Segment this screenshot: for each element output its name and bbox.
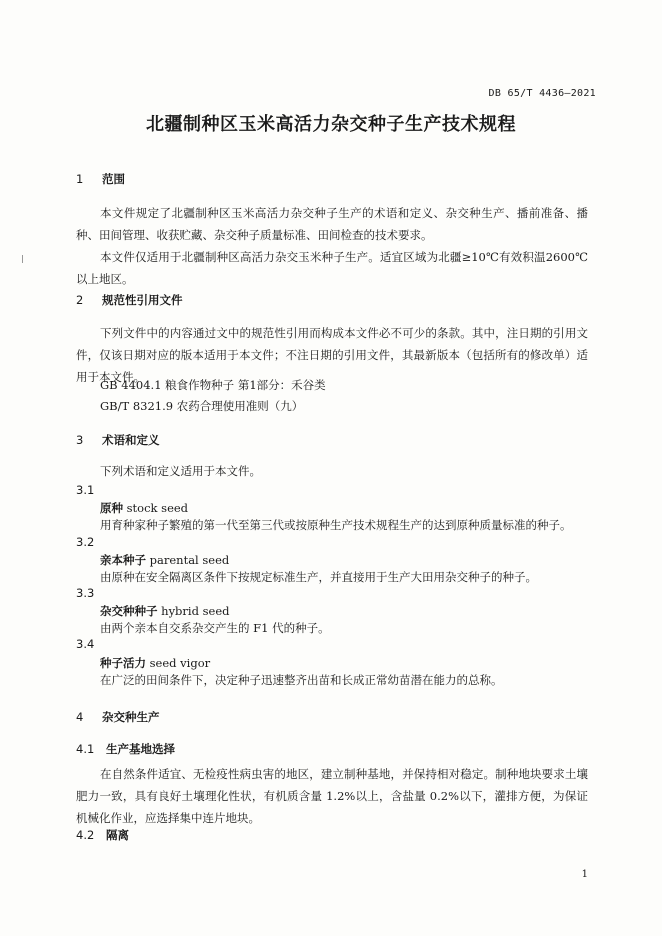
- term-english: hybrid seed: [161, 604, 230, 618]
- section-number: 2: [76, 293, 84, 307]
- term-definition: 用育种家种子繁殖的第一代至第三代或按原种生产技术规程生产的达到原种质量标准的种子。: [100, 518, 572, 532]
- scan-artifact: [22, 255, 23, 263]
- subsection-number: 4.2: [76, 828, 95, 842]
- term-english: stock seed: [126, 501, 189, 515]
- term-name: [100, 655, 210, 671]
- section-1-paragraph-2: 本文件仅适用于北疆制种区高活力杂交玉米种子生产。适宜区域为北疆≥10℃有效积温2600℃以上地区。: [76, 250, 588, 286]
- standard-code: DB 65/T 4436—2021: [488, 88, 596, 99]
- term-english: parental seed: [149, 553, 230, 567]
- section-2-heading: [76, 292, 183, 308]
- term-chinese: 种子活力: [100, 656, 146, 670]
- subsection-4-1-paragraph: 在自然条件适宜、无检疫性病虫害的地区，建立制种基地，并保持相对稳定。制种地块要求土壤肥力一致，具有良好土壤理化性状，有机质含量 1.2%以上，含盐量 0.2%以下，灌排方便，为保证机械化作业，应选择集中连片地块。: [76, 767, 588, 825]
- section-3-heading: [76, 432, 160, 448]
- subsection-4-2-heading: [76, 827, 129, 843]
- section-title: 术语和定义: [102, 433, 160, 447]
- term-chinese: 原种: [100, 501, 123, 515]
- term-definition: 由两个亲本自交系杂交产生的 F1 代的种子。: [100, 621, 330, 635]
- term-name: [100, 500, 188, 516]
- subsection-title: 隔离: [106, 828, 129, 842]
- term-number: 3.4: [76, 637, 95, 651]
- term-chinese: 亲本种子: [100, 553, 146, 567]
- section-title: 规范性引用文件: [102, 293, 183, 307]
- term-definition: 在广泛的田间条件下，决定种子迅速整齐出苗和长成正常幼苗潜在能力的总称。: [100, 673, 503, 687]
- subsection-number: 4.1: [76, 742, 95, 756]
- section-1-heading: [76, 171, 125, 187]
- section-number: 1: [76, 172, 84, 186]
- section-title: 范围: [102, 172, 125, 186]
- section-number: 4: [76, 710, 84, 724]
- term-number: 3.2: [76, 535, 95, 549]
- reference-gb-4404-1: GB 4404.1 粮食作物种子 第1部分：禾谷类: [100, 378, 326, 392]
- document-title: 北疆制种区玉米高活力杂交种子生产技术规程: [146, 114, 516, 135]
- term-name: [100, 603, 230, 619]
- section-title: 杂交种生产: [102, 710, 160, 724]
- term-number: 3.3: [76, 586, 95, 600]
- term-name: [100, 552, 229, 568]
- subsection-4-1-heading: [76, 741, 175, 757]
- section-number: 3: [76, 433, 84, 447]
- section-4-heading: [76, 709, 160, 725]
- section-1-paragraph-1: 本文件规定了北疆制种区玉米高活力杂交种子生产的术语和定义、杂交种生产、播前准备、播种、田间管理、收获贮藏、杂交种子质量标准、田间检查的技术要求。: [76, 206, 588, 242]
- term-english: seed vigor: [149, 656, 211, 670]
- term-chinese: 杂交种种子: [100, 604, 158, 618]
- page-number: 1: [581, 869, 588, 880]
- term-number: 3.1: [76, 483, 95, 497]
- term-definition: 由原种在安全隔离区条件下按规定标准生产，并直接用于生产大田用杂交种子的种子。: [100, 570, 537, 584]
- section-2-paragraph: 下列文件中的内容通过文中的规范性引用而构成本文件必不可少的条款。其中，注日期的引用文件，仅该日期对应的版本适用于本文件；不注日期的引用文件，其最新版本（包括所有的修改单）适用于本文件。: [76, 326, 588, 384]
- reference-gbt-8321-9: GB/T 8321.9 农药合理使用准则（九）: [100, 399, 304, 413]
- section-3-intro: 下列术语和定义适用于本文件。: [100, 464, 261, 478]
- subsection-title: 生产基地选择: [106, 742, 175, 756]
